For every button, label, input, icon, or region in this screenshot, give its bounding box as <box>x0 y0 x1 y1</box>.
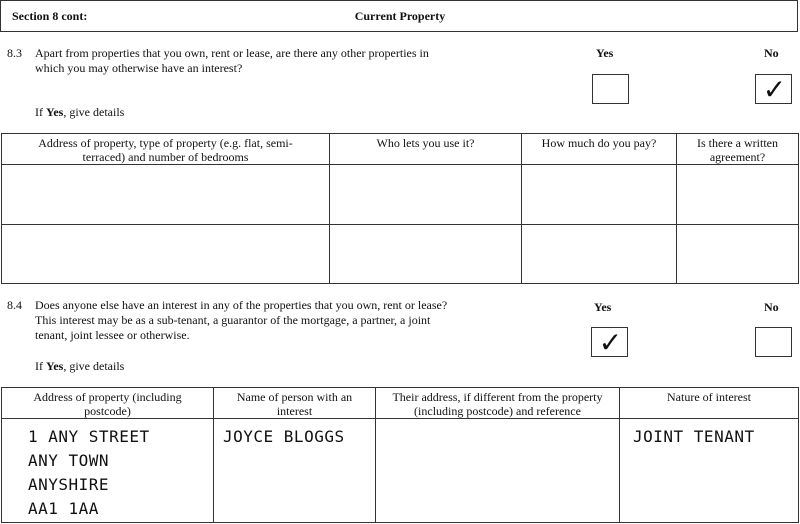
if-yes-suffix: , give details <box>63 105 125 119</box>
q83-cell-agreement-1[interactable] <box>677 165 799 225</box>
q83-line1: Apart from properties that you own, rent or lease, are there any other properties in <box>35 46 429 60</box>
q83-col-written-agreement: Is there a written agreement? <box>677 134 799 165</box>
if-yes-prefix: If <box>35 359 46 373</box>
q84-table-header-row <box>2 388 799 419</box>
checkmark-icon: ✓ <box>762 73 787 106</box>
q84-yes-label: Yes <box>594 300 612 314</box>
q83-yes-checkbox[interactable] <box>592 74 629 104</box>
q84-line1: Does anyone else have an interest in any of the properties that you own, rent or lease? <box>35 298 448 312</box>
q84-no-label: No <box>764 300 779 314</box>
q84-col-nature: Nature of interest <box>620 388 799 419</box>
q84-col-their-address: Their address, if different from the property (including postcode) and reference <box>376 388 620 419</box>
if-yes-suffix: , give details <box>63 359 125 373</box>
q83-if-yes <box>35 105 124 120</box>
address-line: 1 ANY STREET <box>28 427 150 446</box>
q84-cell-nature[interactable] <box>620 419 799 523</box>
table-row <box>2 419 799 523</box>
q83-no-checkbox[interactable] <box>755 74 792 104</box>
q83-yes-label: Yes <box>596 46 614 60</box>
if-yes-bold: Yes <box>46 359 64 373</box>
q83-col-address: Address of property, type of property (e.g. flat, semi-terraced) and number of bedrooms <box>2 134 330 165</box>
q83-text <box>35 46 515 76</box>
q83-no-label: No <box>764 46 779 60</box>
q83-table-header-row <box>2 134 799 165</box>
q83-cell-agreement-2[interactable] <box>677 225 799 284</box>
q84-cell-their-address[interactable] <box>376 419 620 523</box>
address-line: AA1 1AA <box>28 499 99 518</box>
q83-cell-how-much-2[interactable] <box>522 225 677 284</box>
person-name: JOYCE BLOGGS <box>223 427 345 446</box>
q84-if-yes <box>35 359 124 374</box>
q84-text <box>35 298 505 343</box>
q83-cell-address-1[interactable] <box>2 165 330 225</box>
nature-of-interest: JOINT TENANT <box>633 427 755 446</box>
q84-yes-checkbox[interactable] <box>591 327 628 357</box>
if-yes-bold: Yes <box>46 105 64 119</box>
q84-line3: tenant, joint lessee or otherwise. <box>35 328 190 342</box>
q83-col-who-lets: Who lets you use it? <box>330 134 522 165</box>
table-row <box>2 165 799 225</box>
q83-col-how-much: How much do you pay? <box>522 134 677 165</box>
q84-col-person: Name of person with an interest <box>214 388 376 419</box>
q84-number: 8.4 <box>7 298 22 312</box>
address-line: ANY TOWN <box>28 451 110 470</box>
q83-line2: which you may otherwise have an interest? <box>35 61 243 75</box>
q84-table <box>1 387 799 523</box>
section-label: Section 8 cont: <box>12 9 88 23</box>
q83-number: 8.3 <box>7 46 22 60</box>
q84-cell-address[interactable] <box>2 419 214 523</box>
q83-cell-how-much-1[interactable] <box>522 165 677 225</box>
q83-cell-address-2[interactable] <box>2 225 330 284</box>
q83-cell-who-lets-1[interactable] <box>330 165 522 225</box>
checkmark-icon: ✓ <box>598 326 623 359</box>
q84-col-address: Address of property (including postcode) <box>2 388 214 419</box>
q84-cell-person[interactable] <box>214 419 376 523</box>
q83-cell-who-lets-2[interactable] <box>330 225 522 284</box>
address-line: ANYSHIRE <box>28 475 110 494</box>
section-title: Current Property <box>354 9 446 23</box>
q84-line2: This interest may be as a sub-tenant, a guarantor of the mortgage, a partner, a joint <box>35 313 431 327</box>
table-row <box>2 225 799 284</box>
q83-table <box>1 133 799 284</box>
q84-no-checkbox[interactable] <box>755 327 792 357</box>
if-yes-prefix: If <box>35 105 46 119</box>
